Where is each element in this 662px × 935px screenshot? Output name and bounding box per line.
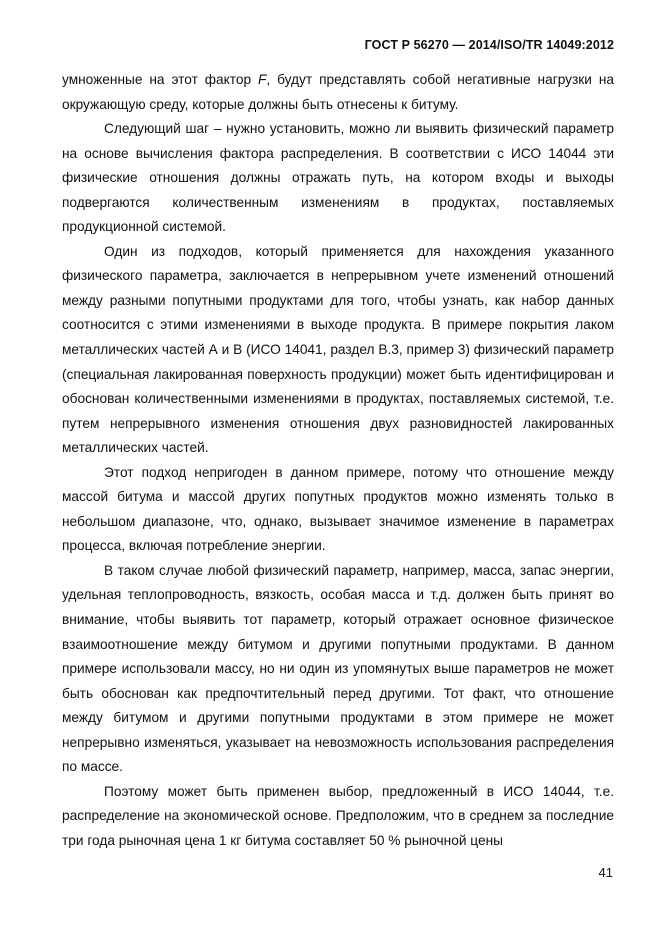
document-body: [62, 68, 614, 854]
document-header: ГОСТ Р 56270 — 2014/ISO/TR 14049:2012: [364, 38, 614, 52]
factor-symbol: F: [258, 72, 267, 87]
paragraph-unsuitable: Этот подход непригоден в данном примере, потому что отношение между массой битума и массой других попутных продуктов можно изменять только в небольшом диапазоне, что, однако, вызывает значимое изменение в параметрах процесса, включая потребление энергии.: [62, 464, 614, 554]
paragraph-physical-parameter: В таком случае любой физический параметр, например, масса, запас энергии, удельная теплопроводность, вязкость, особая масса и т.д. должен быть принят во внимание, чтобы выявить тот параметр, который отражает основное физическое взаимоотношение между битумом и другими попутными продуктами. В данном примере использовали массу, но ни один из упомянутых выше параметров не может быть обоснован как предпочтительный перед другими. Тот факт, что отношение между битумом и другими попутными продуктами в этом примере не может непрерывно изменяться, указывает на невозможность использования распределения по массе.: [62, 562, 614, 775]
paragraph-text-after: , будут представлять собой негативные нагрузки на окружающую среду, которые должны быть отнесены к битуму.: [62, 72, 615, 112]
paragraph-economic-allocation: Поэтому может быть применен выбор, предложенный в ИСО 14044, т.е. распределение на экономической основе. Предположим, что в среднем за последние три года рыночная цена 1 кг битума составляет 50 % рыночной цены: [62, 783, 614, 848]
page-number: 41: [598, 865, 613, 880]
paragraph-text-before: умноженные на этот фактор: [62, 72, 259, 87]
paragraph-approach: Один из подходов, который применяется для нахождения указанного физического параметра, заключается в непрерывном учете изменений отношений между разными попутными продуктами для того, чтобы узнать, как набор данных соотносится с этими изменениями в выходе продукта. В примере покрытия лаком металлических частей А и В (ИСО 14041, раздел В.3, пример 3) физический параметр (специальная лакированная поверхность продукции) может быть идентифицирован и обоснован количественными изменениями в продуктах, поставляемых системой, т.е. путем непрерывного изменения отношения двух разновидностей лакированных металлических частей.: [62, 243, 614, 456]
paragraph-continuation: [62, 68, 614, 117]
paragraph-next-step: Следующий шаг – нужно установить, можно ли выявить физический параметр на основе вычисления фактора распределения. В соответствии с ИСО 14044 эти физические отношения должны отражать путь, на котором входы и выходы подвергаются количественным изменениям в продуктах, поставляемых продукционной системой.: [62, 121, 614, 235]
